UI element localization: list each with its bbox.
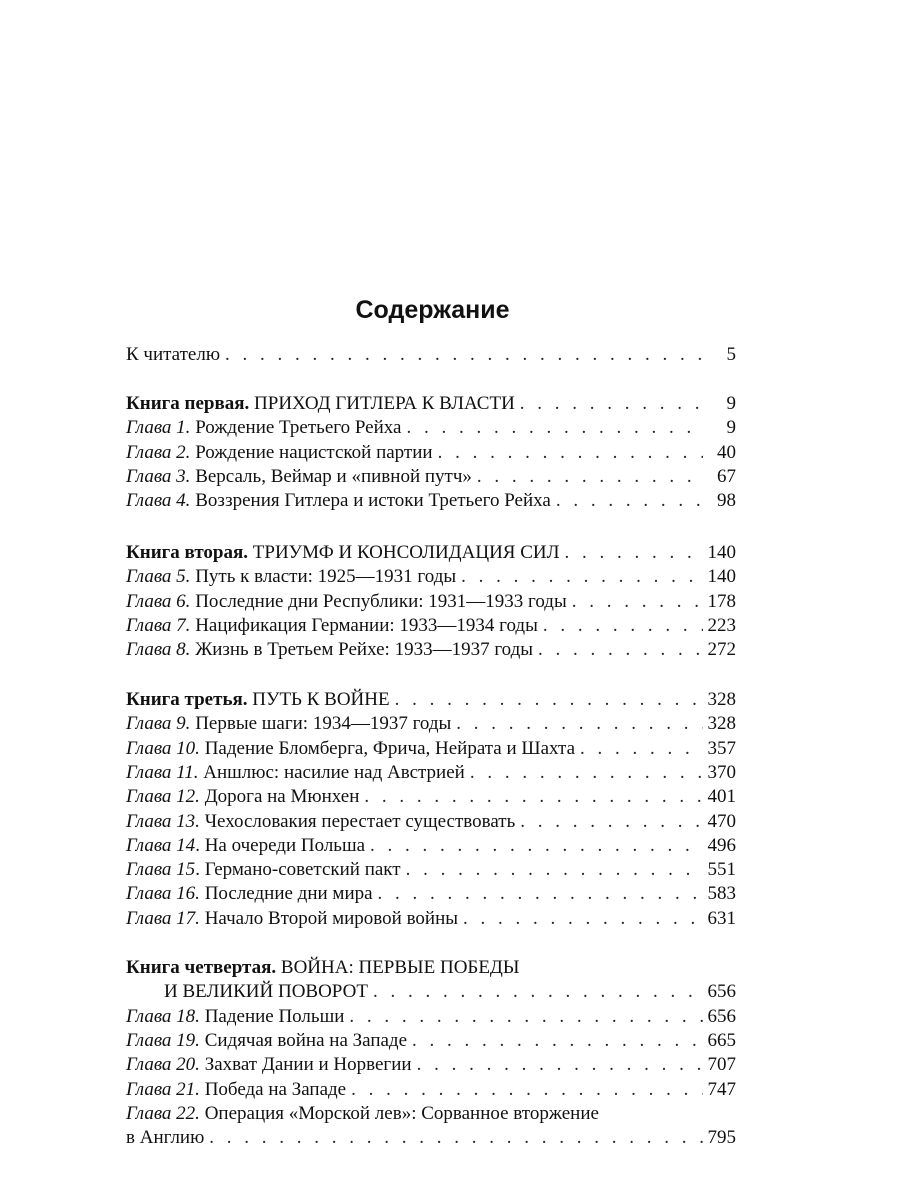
- toc-chapter-6[interactable]: [126, 589, 736, 614]
- dot-leader: [417, 1052, 703, 1077]
- chapter-number: Глава 16.: [126, 883, 200, 905]
- page-number: 140: [707, 566, 736, 588]
- dot-leader: [456, 711, 702, 736]
- book-prefix: Книга первая.: [126, 393, 250, 414]
- toc-book-4-cont[interactable]: [164, 979, 736, 1004]
- page-number: 795: [707, 1127, 736, 1149]
- chapter-label: [126, 833, 365, 858]
- chapter-label: [126, 464, 472, 489]
- page-number: 67: [717, 465, 736, 487]
- dot-leader: [225, 342, 703, 367]
- chapter-label: [126, 857, 401, 882]
- page-number: 551: [707, 859, 736, 881]
- toc-chapter-7[interactable]: [126, 613, 736, 638]
- chapter-title: Последние дни Республики: 1931—1933 годы: [195, 590, 567, 612]
- chapter-label: [126, 784, 359, 809]
- page-number: 178: [707, 590, 736, 612]
- chapter-title: Первые шаги: 1934—1937 годы: [195, 713, 452, 735]
- toc-chapter-11[interactable]: [126, 760, 736, 785]
- book-label: [126, 540, 560, 565]
- chapter-number: Глава 1.: [126, 417, 191, 439]
- page-number: 357: [707, 737, 736, 759]
- chapter-label: [126, 736, 575, 761]
- chapter-label: [126, 1101, 599, 1126]
- chapter-title: Победа на Западе: [204, 1078, 347, 1100]
- page-number: 40: [717, 441, 736, 463]
- toc-chapter-8[interactable]: [126, 637, 736, 662]
- chapter-title: Рождение Третьего Рейха: [195, 417, 402, 439]
- dot-leader: [477, 464, 703, 489]
- chapter-title: Рождение нацистской партии: [195, 441, 433, 463]
- dot-leader: [351, 1077, 702, 1102]
- page-number: 583: [707, 883, 736, 905]
- toc-chapter-18[interactable]: [126, 1004, 736, 1029]
- toc-chapter-10[interactable]: [126, 736, 736, 761]
- chapter-number: Глава 20.: [126, 1054, 200, 1076]
- chapter-label: [126, 589, 567, 614]
- chapter-label: [126, 881, 373, 906]
- toc-chapter-20[interactable]: [126, 1052, 736, 1077]
- chapter-number: Глава 17.: [126, 907, 200, 929]
- toc-chapter-14[interactable]: [126, 833, 736, 858]
- chapter-label: [126, 906, 458, 931]
- chapter-label: [126, 760, 465, 785]
- toc-chapter-1[interactable]: [126, 415, 736, 440]
- book-title: ПРИХОД ГИТЛЕРА К ВЛАСТИ: [254, 393, 515, 414]
- chapter-number: Глава 14: [126, 834, 196, 856]
- dot-leader: [461, 564, 702, 589]
- toc-book-4[interactable]: [126, 955, 736, 980]
- chapter-label: [126, 613, 538, 638]
- entry-label: К читателю: [126, 344, 221, 365]
- toc-chapter-9[interactable]: [126, 711, 736, 736]
- chapter-number: Глава 4.: [126, 490, 191, 512]
- chapter-number: Глава 9.: [126, 713, 191, 735]
- dot-leader: [565, 540, 703, 565]
- dot-leader: [373, 979, 703, 1004]
- book-prefix: Книга третья.: [126, 689, 248, 710]
- dot-leader: [520, 809, 702, 834]
- chapter-label: [126, 711, 451, 736]
- chapter-number: Глава 22.: [126, 1102, 200, 1124]
- toc-chapter-16[interactable]: [126, 881, 736, 906]
- toc-chapter-15[interactable]: [126, 857, 736, 882]
- page-number: 98: [717, 490, 736, 512]
- book-label: [126, 687, 390, 712]
- book-title-cont: И ВЕЛИКИЙ ПОВОРОТ: [164, 981, 368, 1003]
- toc-chapter-13[interactable]: [126, 809, 736, 834]
- toc-entry-intro[interactable]: [126, 342, 736, 367]
- page-number: 5: [726, 344, 736, 365]
- chapter-title: Воззрения Гитлера и истоки Третьего Рейха: [195, 490, 551, 512]
- chapter-title: . На очереди Польша: [195, 834, 366, 856]
- chapter-title: Чехословакия перестает существовать: [204, 810, 516, 832]
- dot-leader: [349, 1004, 702, 1029]
- page-number: 9: [726, 393, 736, 414]
- chapter-number: Глава 6.: [126, 590, 191, 612]
- chapter-number: Глава 7.: [126, 614, 191, 636]
- page-number: 328: [707, 689, 736, 710]
- toc-book-3[interactable]: [126, 687, 736, 712]
- chapter-title: Последние дни мира: [204, 883, 373, 905]
- toc-book-1[interactable]: [126, 391, 736, 416]
- page-number: 370: [707, 761, 736, 783]
- dot-leader: [538, 637, 702, 662]
- chapter-number: Глава 15: [126, 859, 196, 881]
- book-label: [126, 955, 519, 980]
- book-label: [126, 391, 515, 416]
- book-prefix: Книга вторая.: [126, 542, 249, 563]
- dot-leader: [463, 906, 702, 931]
- chapter-label: [126, 1052, 412, 1077]
- toc-chapter-2[interactable]: [126, 440, 736, 465]
- chapter-title: Операция «Морской лев»: Сорванное вторжение: [204, 1102, 599, 1124]
- chapter-number: Глава 8.: [126, 639, 191, 661]
- dot-leader: [209, 1125, 702, 1150]
- dot-leader: [438, 440, 703, 465]
- page-number: 470: [707, 810, 736, 832]
- toc-chapter-3[interactable]: [126, 464, 736, 489]
- book-title: ПУТЬ К ВОЙНЕ: [252, 689, 390, 710]
- chapter-number: Глава 10.: [126, 737, 200, 759]
- chapter-label: [126, 440, 433, 465]
- toc-chapter-12[interactable]: [126, 784, 736, 809]
- page-number: 140: [707, 542, 736, 563]
- page-number: 9: [726, 417, 736, 439]
- chapter-number: Глава 19.: [126, 1029, 200, 1051]
- chapter-title: Захват Дании и Норвегии: [204, 1054, 412, 1076]
- dot-leader: [395, 687, 703, 712]
- page-number: 656: [707, 1005, 736, 1027]
- dot-leader: [370, 833, 702, 858]
- dot-leader: [406, 415, 703, 440]
- chapter-title: Падение Польши: [204, 1005, 345, 1027]
- toc-chapter-17[interactable]: [126, 906, 736, 931]
- page-number: 656: [707, 981, 736, 1003]
- dot-leader: [572, 589, 703, 614]
- chapter-number: Глава 11.: [126, 761, 199, 783]
- dot-leader: [556, 488, 703, 513]
- chapter-number: Глава 18.: [126, 1005, 200, 1027]
- chapter-label: [126, 564, 456, 589]
- chapter-label: [126, 415, 401, 440]
- book-title: ВОЙНА: ПЕРВЫЕ ПОБЕДЫ: [280, 957, 520, 978]
- page-number: 747: [707, 1078, 736, 1100]
- page-number: 707: [707, 1054, 736, 1076]
- chapter-number: Глава 2.: [126, 441, 191, 463]
- toc-chapter-4[interactable]: [126, 488, 736, 513]
- dot-leader: [412, 1028, 702, 1053]
- dot-leader: [580, 736, 702, 761]
- chapter-title: Аншлюс: насилие над Австрией: [203, 761, 465, 783]
- toc-chapter-22-cont[interactable]: [126, 1125, 736, 1150]
- chapter-label: [126, 637, 533, 662]
- chapter-title: Путь к власти: 1925—1931 годы: [195, 566, 457, 588]
- toc-chapter-19[interactable]: [126, 1028, 736, 1053]
- dot-leader: [406, 857, 703, 882]
- chapter-label: [126, 488, 551, 513]
- toc-book-2[interactable]: [126, 540, 736, 565]
- dot-leader: [364, 784, 702, 809]
- book-title: ТРИУМФ И КОНСОЛИДАЦИЯ СИЛ: [252, 542, 560, 563]
- chapter-number: Глава 21.: [126, 1078, 200, 1100]
- chapter-label: [126, 1077, 346, 1102]
- book-prefix: Книга четвертая.: [126, 957, 277, 978]
- chapter-number: Глава 5.: [126, 566, 191, 588]
- page-number: 631: [707, 907, 736, 929]
- chapter-number: Глава 13.: [126, 810, 200, 832]
- chapter-title-cont: в Англию: [126, 1127, 205, 1149]
- chapter-title: Нацификация Германии: 1933—1934 годы: [195, 614, 538, 636]
- chapter-number: Глава 12.: [126, 786, 200, 808]
- chapter-title: Начало Второй мировой войны: [204, 907, 459, 929]
- page-number: 496: [707, 834, 736, 856]
- toc-chapter-21[interactable]: [126, 1077, 736, 1102]
- page-number: 328: [707, 713, 736, 735]
- dot-leader: [378, 881, 703, 906]
- dot-leader: [543, 613, 703, 638]
- chapter-label: [126, 809, 515, 834]
- page-number: 223: [707, 614, 736, 636]
- chapter-title: Дорога на Мюнхен: [204, 786, 360, 808]
- chapter-title: Версаль, Веймар и «пивной путч»: [195, 465, 472, 487]
- chapter-title: Падение Бломберга, Фрича, Нейрата и Шахта: [204, 737, 576, 759]
- chapter-label: [126, 1028, 407, 1053]
- chapter-number: Глава 3.: [126, 465, 191, 487]
- chapter-label: [126, 1004, 344, 1029]
- chapter-title: Жизнь в Третьем Рейхе: 1933—1937 годы: [195, 639, 534, 661]
- chapter-title: Сидячая война на Западе: [204, 1029, 408, 1051]
- dot-leader: [470, 760, 703, 785]
- chapter-title: . Германо-советский пакт: [195, 859, 401, 881]
- toc-chapter-5[interactable]: [126, 564, 736, 589]
- page-number: 665: [707, 1029, 736, 1051]
- page-number: 401: [707, 786, 736, 808]
- page-number: 272: [707, 639, 736, 661]
- toc-chapter-22[interactable]: [126, 1101, 736, 1126]
- toc-title: Содержание: [355, 296, 510, 324]
- dot-leader: [520, 391, 703, 416]
